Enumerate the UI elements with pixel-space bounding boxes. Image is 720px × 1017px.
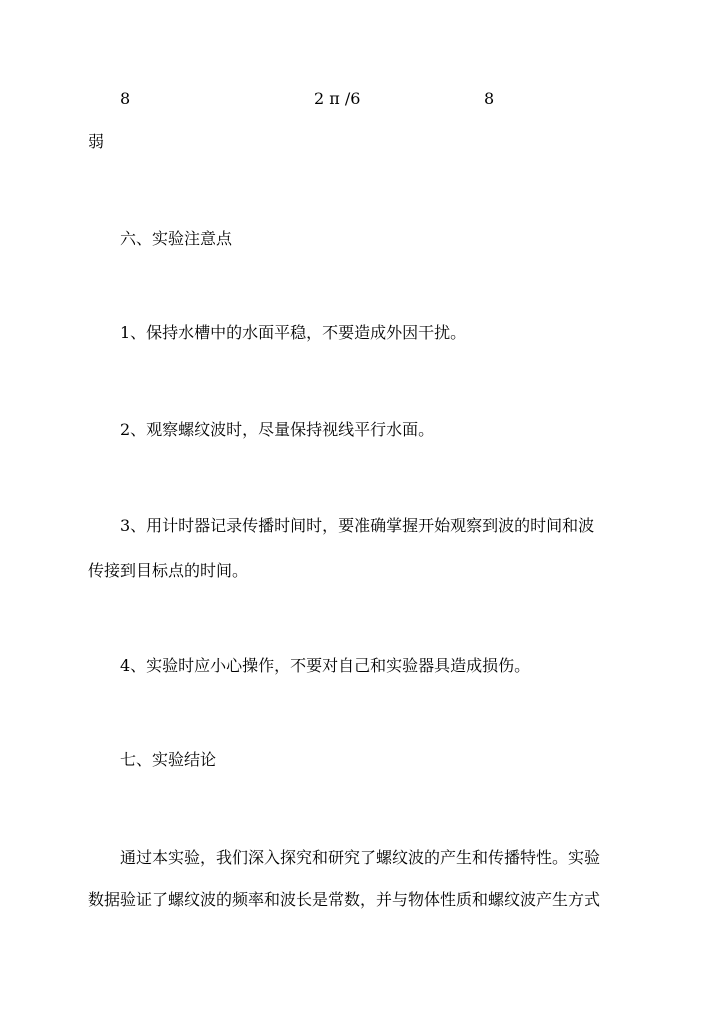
- table-cell-1: 8: [120, 89, 131, 108]
- conclusion-paragraph-line-2: 数据验证了螺纹波的频率和波长是常数，并与物体性质和螺纹波产生方式: [88, 890, 601, 909]
- table-row-wrap-text: 弱: [88, 132, 105, 151]
- table-cell-3: 8: [484, 89, 495, 108]
- section-heading-conclusion: 七、实验结论: [120, 750, 217, 769]
- table-row: [0, 89, 720, 111]
- precaution-item-3-continued: 传接到目标点的时间。: [88, 561, 249, 580]
- precaution-item-4: 4、实验时应小心操作，不要对自己和实验器具造成损伤。: [120, 656, 531, 675]
- conclusion-paragraph-line-1: 通过本实验，我们深入探究和研究了螺纹波的产生和传播特性。实验: [120, 848, 601, 867]
- table-cell-2: 2 π /6: [314, 89, 361, 108]
- precaution-item-2: 2、观察螺纹波时，尽量保持视线平行水面。: [120, 420, 435, 439]
- section-heading-precautions: 六、实验注意点: [120, 229, 233, 248]
- precaution-item-3: 3、用计时器记录传播时间时，要准确掌握开始观察到波的时间和波: [120, 516, 595, 535]
- precaution-item-1: 1、保持水槽中的水面平稳，不要造成外因干扰。: [120, 323, 467, 342]
